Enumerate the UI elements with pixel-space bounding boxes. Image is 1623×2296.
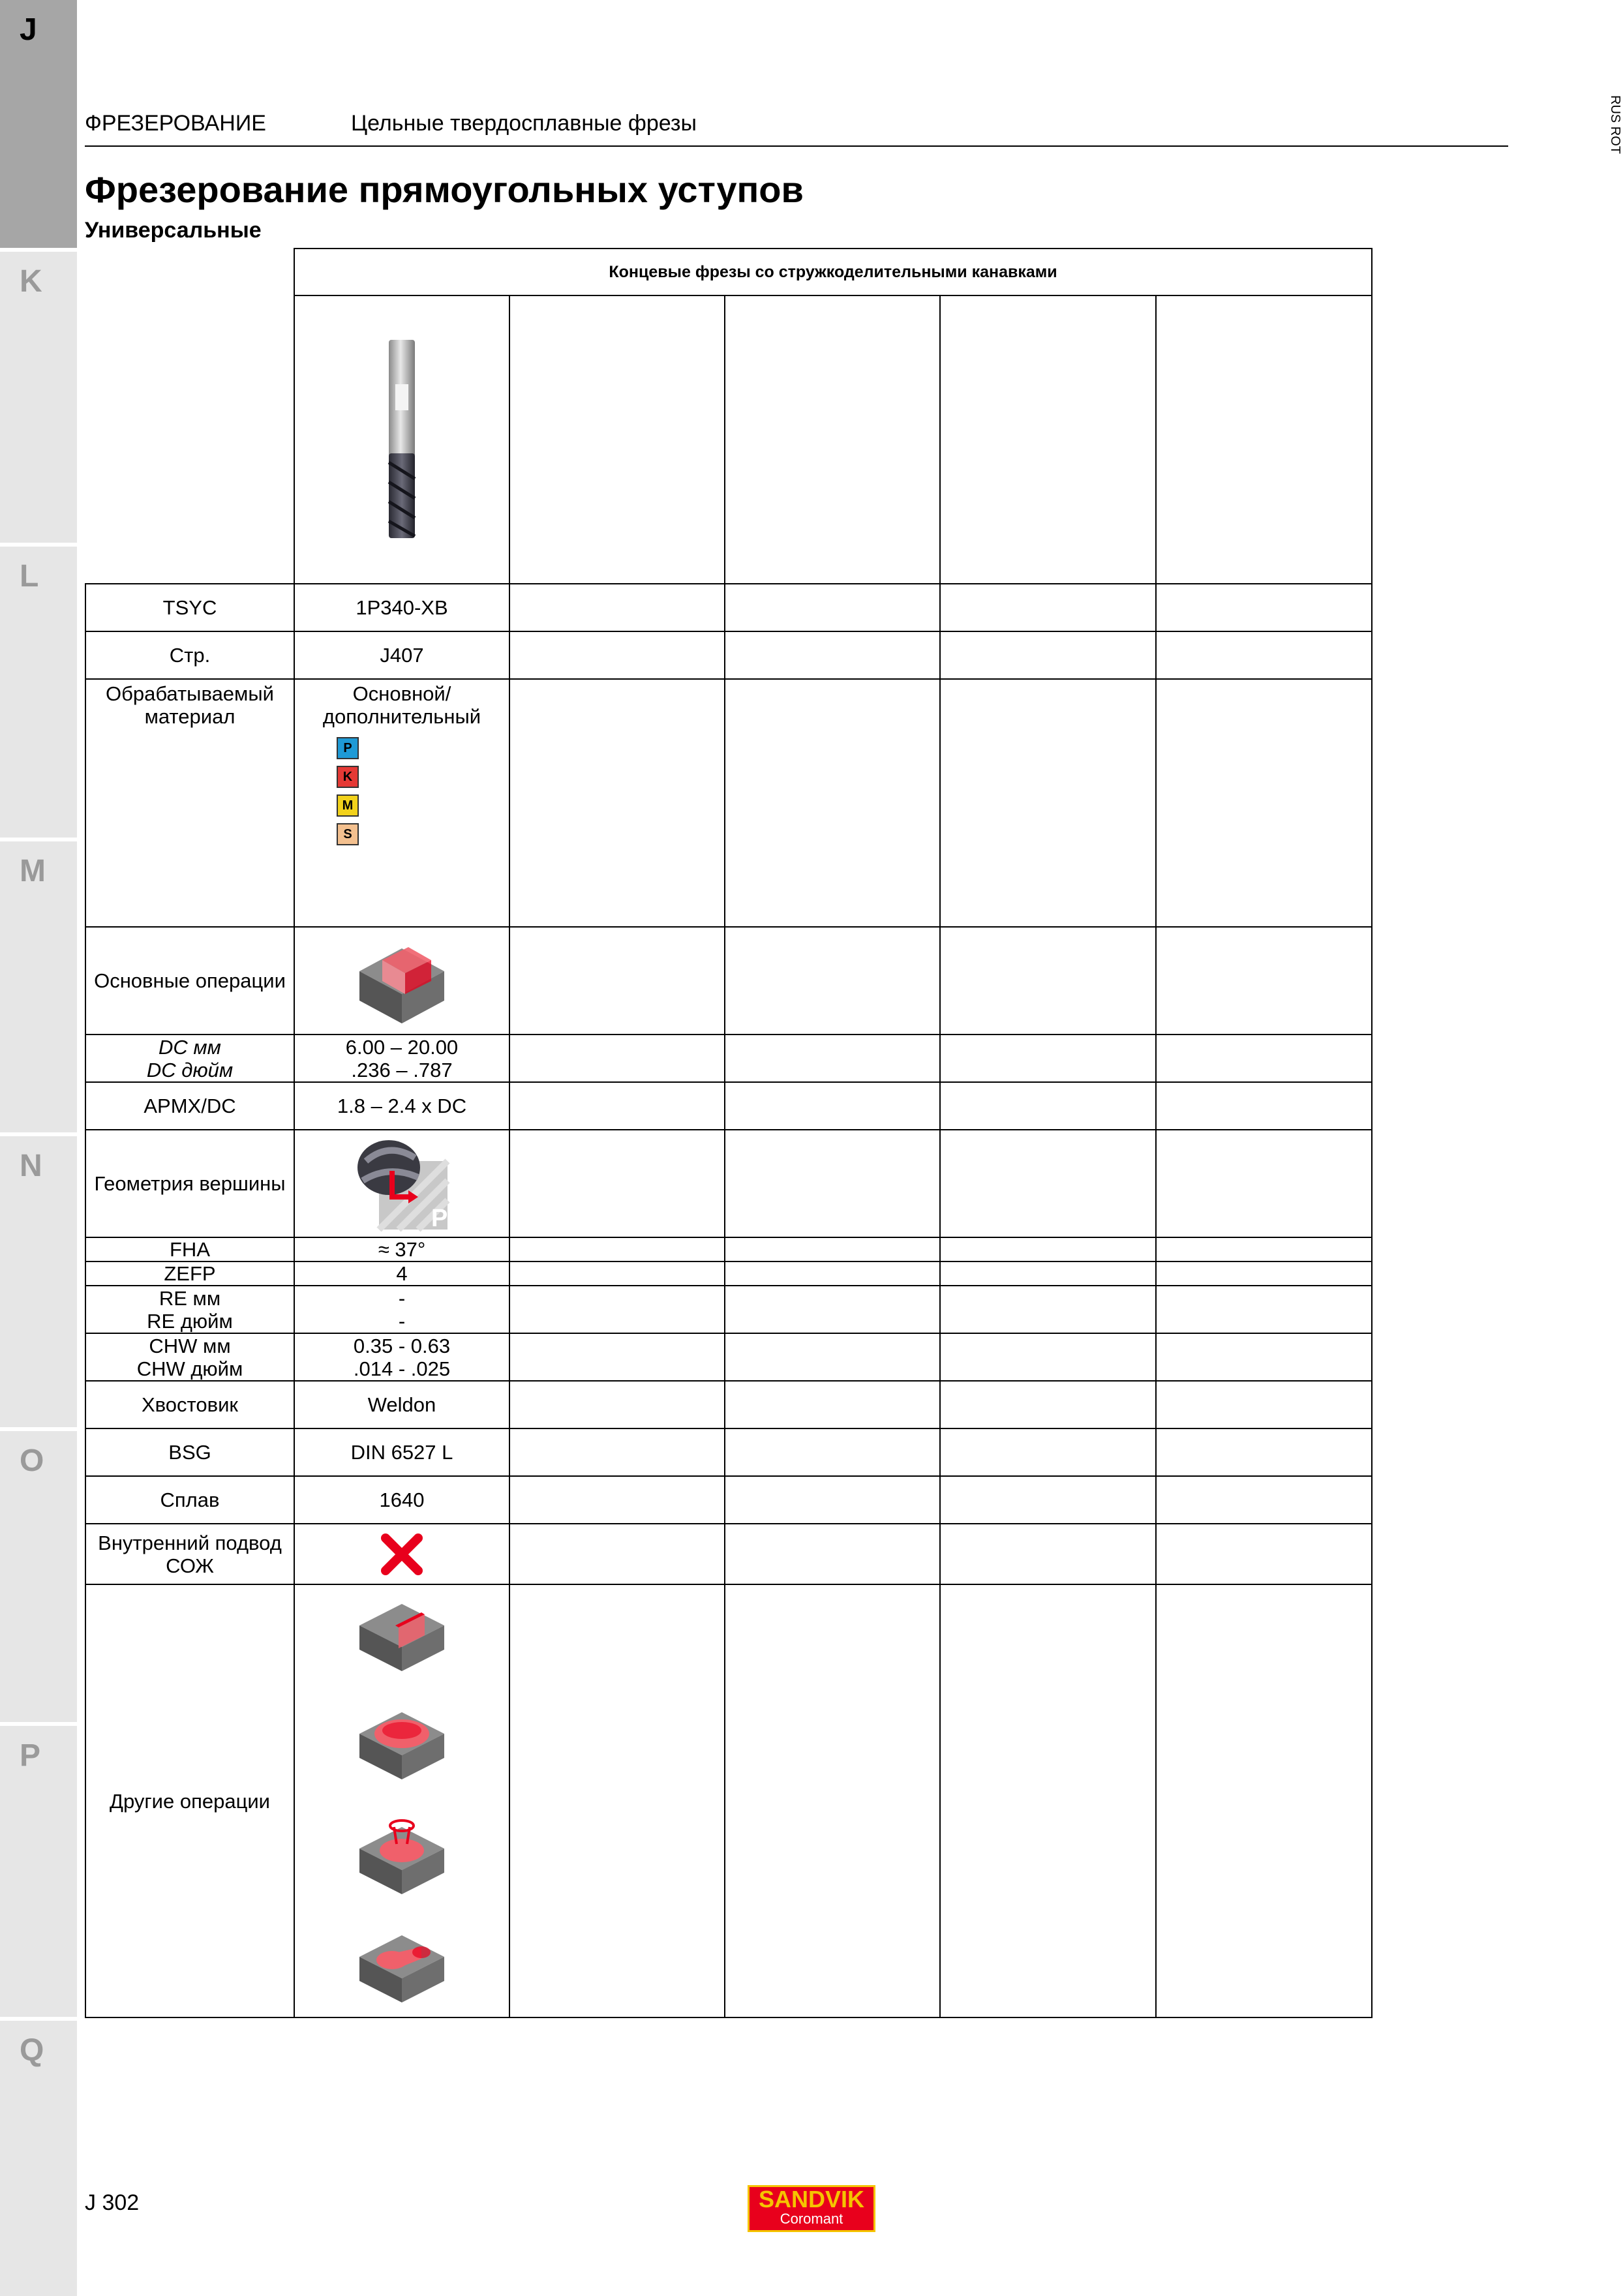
row-label-tsyc: TSYC	[85, 584, 294, 631]
label-dc-mm: DC мм	[159, 1035, 221, 1059]
value-apmx: 1.8 – 2.4 x DC	[294, 1082, 509, 1130]
row-label-geometry: Геометрия вершины	[85, 1130, 294, 1237]
value-dc-mm: 6.00 – 20.00	[345, 1035, 459, 1059]
value-fha: ≈ 37°	[294, 1237, 509, 1261]
corner-cell	[85, 249, 294, 295]
iso-k-badge: K	[337, 766, 359, 788]
value-bsg: DIN 6527 L	[294, 1428, 509, 1476]
side-tab-label: M	[20, 854, 46, 888]
value-re	[294, 1286, 509, 1333]
side-tab-q[interactable]	[0, 2021, 77, 2296]
iso-s-badge: S	[337, 823, 359, 845]
plunge-icon	[356, 1927, 447, 2006]
row-label-bsg: BSG	[85, 1428, 294, 1476]
material-cell	[294, 679, 509, 927]
row-label-dc	[85, 1035, 294, 1082]
side-tab-k[interactable]	[0, 252, 77, 543]
corner-cell	[85, 295, 294, 584]
label-dc-inch: DC дюйм	[146, 1058, 234, 1081]
empty-cell	[1156, 295, 1372, 584]
value-shank: Weldon	[294, 1381, 509, 1428]
ramping-icon	[356, 1813, 447, 1897]
header-section: ФРЕЗЕРОВАНИЕ	[85, 111, 266, 136]
coolant-cell	[294, 1524, 509, 1584]
header-rule	[85, 145, 1508, 147]
logo-text: SANDVIK	[758, 2186, 865, 2213]
side-tab-o[interactable]	[0, 1431, 77, 1722]
tool-image-cell	[294, 295, 509, 584]
value-zefp: 4	[294, 1261, 509, 1286]
value-chw-mm: 0.35 - 0.63	[353, 1334, 451, 1357]
value-tsyc: 1P340-XB	[294, 584, 509, 631]
side-tab-n[interactable]	[0, 1136, 77, 1427]
cross-icon	[379, 1532, 425, 1577]
main-ops-cell	[294, 927, 509, 1035]
row-label-chw	[85, 1333, 294, 1381]
side-tab-label: Q	[20, 2033, 44, 2068]
side-tab-m[interactable]	[0, 841, 77, 1132]
page-title: Фрезерование прямоугольных уступов	[85, 169, 804, 210]
row-label-zefp: ZEFP	[85, 1261, 294, 1286]
side-tab-label: K	[20, 264, 42, 299]
sandvik-logo	[748, 2185, 875, 2232]
value-dc	[294, 1035, 509, 1082]
row-label-coolant: Внутренний подвод СОЖ	[85, 1524, 294, 1584]
value-alloy: 1640	[294, 1476, 509, 1524]
end-mill-icon	[382, 339, 421, 541]
row-label-re	[85, 1286, 294, 1333]
side-tab-label: P	[20, 1738, 41, 1773]
iso-p-badge: P	[337, 737, 359, 759]
header-subsection: Цельные твердосплавные фрезы	[351, 111, 697, 136]
label-chw-mm: CHW мм	[149, 1334, 231, 1357]
label-re-inch: RE дюйм	[147, 1309, 233, 1333]
spec-table	[85, 248, 1373, 2018]
side-tab-l[interactable]	[0, 547, 77, 838]
other-ops-cell	[294, 1584, 509, 2017]
value-dc-inch: .236 – .787	[351, 1058, 453, 1081]
label-re-mm: RE мм	[159, 1286, 221, 1310]
row-label-shank: Хвостовик	[85, 1381, 294, 1428]
value-re-inch: -	[398, 1309, 406, 1333]
geometry-badge: P	[431, 1204, 448, 1232]
row-label-material: Обрабатываемый материал	[85, 679, 294, 927]
group-header: Концевые фрезы со стружкоделительными канавками	[294, 249, 1372, 295]
value-re-mm: -	[398, 1286, 406, 1310]
page-number: J 302	[85, 2190, 140, 2215]
label-chw-inch: CHW дюйм	[136, 1357, 243, 1380]
iso-m-badge: M	[337, 794, 359, 817]
row-label-page: Стр.	[85, 631, 294, 679]
row-label-fha: FHA	[85, 1237, 294, 1261]
slotting-icon	[356, 1596, 447, 1674]
empty-cell	[725, 295, 940, 584]
logo-subtext: Coromant	[780, 2211, 843, 2227]
value-chw-inch: .014 - .025	[353, 1357, 451, 1380]
side-tab-p[interactable]	[0, 1726, 77, 2017]
side-tab-label: L	[20, 559, 39, 594]
side-tab-j[interactable]	[0, 0, 77, 248]
corner-chamfer-icon	[353, 1135, 451, 1233]
side-tab-label: O	[20, 1443, 44, 1478]
row-label-main-ops: Основные операции	[85, 927, 294, 1035]
geometry-cell	[294, 1130, 509, 1237]
row-label-alloy: Сплав	[85, 1476, 294, 1524]
value-page-link[interactable]: J407	[294, 631, 509, 679]
empty-cell	[509, 295, 725, 584]
value-chw	[294, 1333, 509, 1381]
row-label-other-ops: Другие операции	[85, 1584, 294, 2017]
row-label-apmx: APMX/DC	[85, 1082, 294, 1130]
side-tab-label: N	[20, 1149, 42, 1183]
material-caption: Основной/ дополнительный	[322, 682, 481, 728]
empty-cell	[940, 295, 1156, 584]
language-label: RUS ROT	[1608, 95, 1622, 154]
shoulder-milling-icon	[353, 935, 451, 1027]
side-tab-label: J	[20, 12, 37, 47]
pocketing-icon	[356, 1704, 447, 1783]
page-subtitle: Универсальные	[85, 218, 262, 243]
